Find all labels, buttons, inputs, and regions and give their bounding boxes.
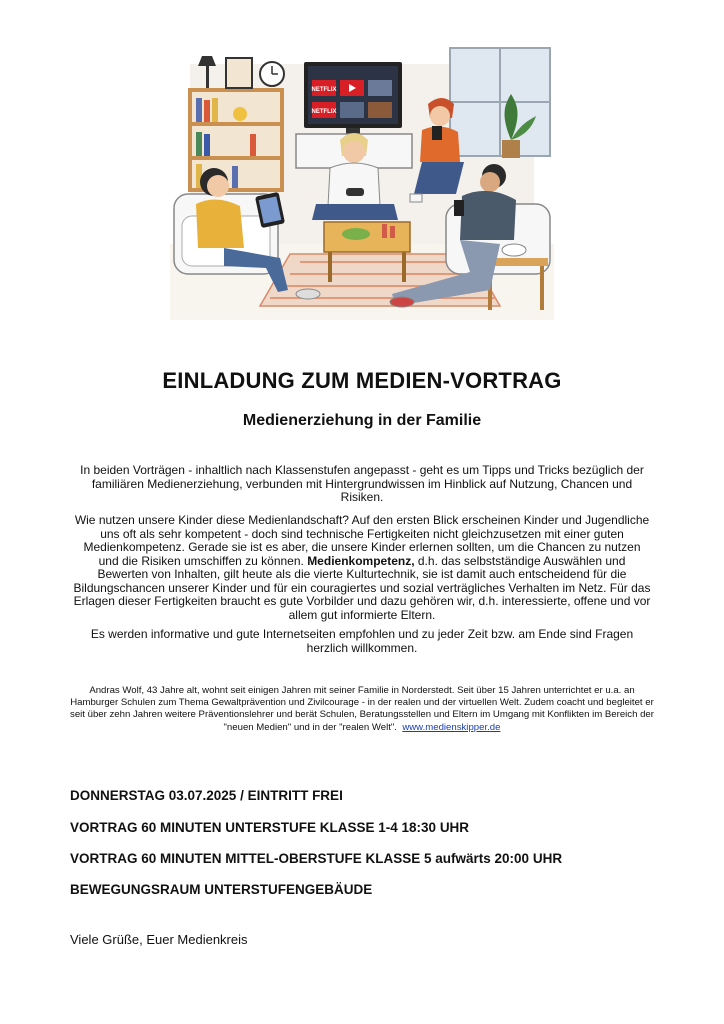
event-location: BEWEGUNGSRAUM UNTERSTUFENGEBÄUDE — [70, 882, 373, 897]
tv-channel-2: NETFLIX — [311, 109, 337, 115]
page-title: EINLADUNG ZUM MEDIEN-VORTRAG — [162, 368, 562, 393]
event-date-line: DONNERSTAG 03.07.2025 / EINTRITT FREI — [70, 788, 343, 803]
family-media-illustration — [170, 44, 554, 320]
intro-paragraph: In beiden Vorträgen - inhaltlich nach Klassenstufen angepasst - geht es um Tipps und Tricks bezüglich der familiären Medienerziehung, verbunden mit Hintergrundwissen im Hinblick auf Nutzung, Chancen und Risiken. — [80, 463, 644, 504]
tv-channel-1: NETFLIX — [311, 87, 337, 93]
paragraph-text: d.h. das selbstständige Auswählen und Bewerten von Inhalten, gilt heute als die vierte Kulturtechnik, sie ist damit auch entscheidend für die Bildungschancen unserer Kinder und für ein couragiertes und sozial verträgliches Verhalten im Netz. Für das Erlagen dieser Fertigkeiten braucht es gute Vorbilder und dazu gehören wir, d.h. interessierte, offene und vor allem gut informierte Eltern. — [73, 553, 651, 622]
closing-greeting: Viele Grüße, Euer Medienkreis — [70, 932, 248, 947]
speaker-bio — [68, 685, 656, 734]
event-talk-2: VORTRAG 60 MINUTEN MITTEL-OBERSTUFE KLASSE 5 aufwärts 20:00 UHR — [70, 851, 563, 866]
bio-text: Andras Wolf, 43 Jahre alt, wohnt seit einigen Jahren mit seiner Familie in Norderstedt. Seit über 15 Jahren unterrichtet er u.a. an Hamburger Schulen zum Thema Gewaltprävention und Zivilcourage - in der realen und der virtuellen Welt. Zudem coacht und begleitet er seit über zehn Jahren weitere Präventionslehrer und berät Schulen, Beratungsstellen und Eltern im Umgang mit Konflikten im Bereich der "neuen Medien" und in der "realen Welt". — [70, 685, 654, 733]
medienkompetenz-highlight: Medienkompetenz, — [307, 553, 415, 568]
paragraph-text: Wie nutzen unsere Kinder diese Medienlandschaft? Auf den ersten Blick erscheinen Kinder und Jugendliche uns oft als sehr kompetent - doch sind technische Fertigkeiten nicht gleichzusetzen mit einer guten Medienkompetenz. Gerade sie ist es aber, die unsere Kinder erlernen sollten, um die Chancen zu nutzen und die Risiken umschiffen zu können. — [74, 513, 650, 568]
website-link[interactable]: www.medienskipper.de — [402, 721, 501, 733]
websites-paragraph: Es werden informative und gute Internetseiten empfohlen und zu jeder Zeit bzw. am Ende sind Fragen herzlich willkommen. — [90, 627, 634, 655]
event-talk-1: VORTRAG 60 MINUTEN UNTERSTUFE KLASSE 1-4 18:30 UHR — [70, 820, 470, 835]
media-competence-paragraph — [72, 514, 652, 622]
page-subtitle: Medienerziehung in der Familie — [242, 412, 482, 429]
